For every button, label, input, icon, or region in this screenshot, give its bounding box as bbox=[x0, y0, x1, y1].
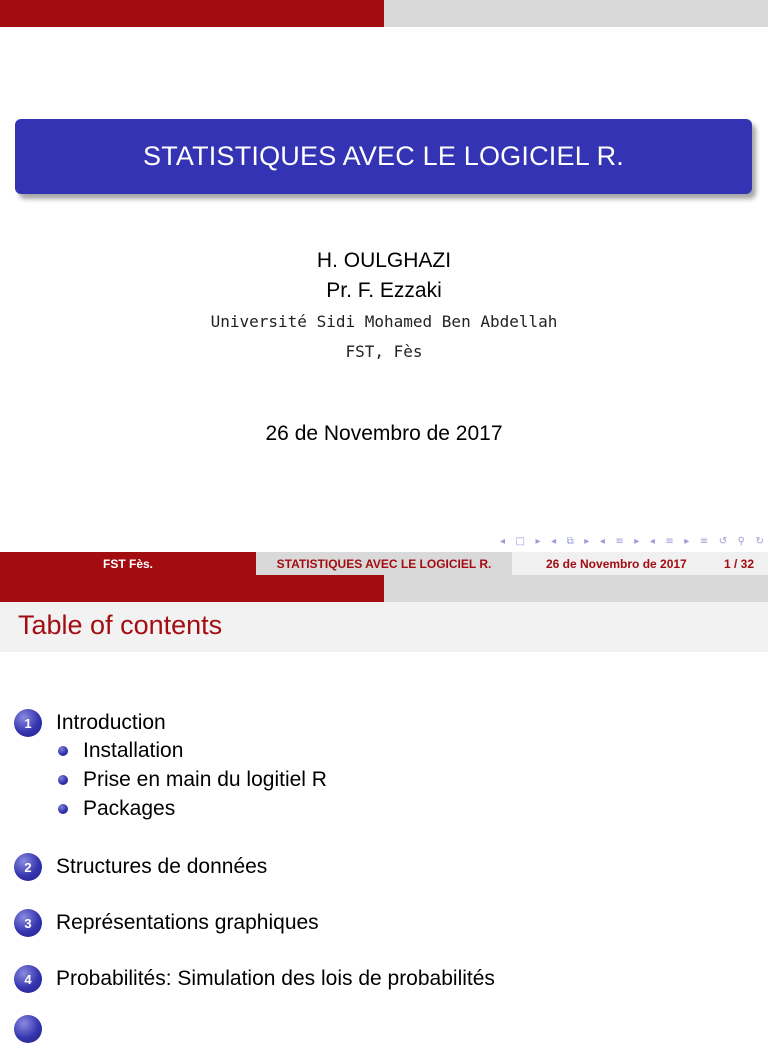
nav-next-slide-icon[interactable]: ▸ bbox=[535, 535, 541, 547]
toc-section-5-partial bbox=[14, 1015, 56, 1043]
toc-slide bbox=[0, 575, 768, 1024]
frame-title: Table of contents bbox=[18, 610, 223, 640]
bullet-icon bbox=[58, 746, 68, 756]
top-progress-bar bbox=[0, 0, 768, 27]
nav-next-subsection-icon[interactable]: ▸ bbox=[634, 535, 640, 547]
nav-section-icon[interactable]: ≡ bbox=[665, 535, 674, 547]
author-name: Pr. F. Ezzaki bbox=[326, 279, 442, 302]
section-number-badge: 4 bbox=[14, 965, 42, 993]
top-progress-bar bbox=[0, 575, 768, 602]
footer-date-page bbox=[512, 552, 768, 575]
presentation-title-box bbox=[15, 119, 752, 194]
footer-date: 26 de Novembro de 2017 bbox=[546, 556, 687, 571]
section-number-badge: 1 bbox=[14, 709, 42, 737]
nav-next-frame-icon[interactable]: ▸ bbox=[584, 535, 590, 547]
toc-section-title: Probabilités: Simulation des lois de probabilités bbox=[56, 967, 495, 990]
beamer-navigation-symbols[interactable] bbox=[500, 534, 764, 548]
toc-section-1[interactable] bbox=[14, 709, 166, 737]
section-number-badge bbox=[14, 1015, 42, 1043]
institute-name: Université Sidi Mohamed Ben Abdellah bbox=[210, 312, 558, 331]
nav-document-icon[interactable]: ≡ bbox=[699, 535, 709, 547]
progress-bar-empty bbox=[384, 0, 768, 27]
toc-section-title: Introduction bbox=[56, 711, 166, 734]
author-name: H. OULGHAZI bbox=[316, 249, 452, 272]
nav-prev-frame-icon[interactable]: ◂ bbox=[551, 535, 557, 547]
bullet-icon bbox=[58, 804, 68, 814]
presentation-date: 26 de Novembro de 2017 bbox=[265, 422, 503, 445]
nav-next-section-icon[interactable]: ▸ bbox=[684, 535, 690, 547]
nav-prev-section-icon[interactable]: ◂ bbox=[649, 535, 655, 547]
nav-subsection-icon[interactable]: ≡ bbox=[615, 535, 624, 547]
nav-forward-icon[interactable]: ↻ bbox=[755, 535, 764, 547]
toc-section-title: Représentations graphiques bbox=[56, 911, 319, 934]
toc-section-2[interactable] bbox=[14, 853, 267, 881]
toc-subsection-title: Installation bbox=[83, 739, 184, 762]
toc-subsection-1-3[interactable] bbox=[58, 797, 175, 821]
institute-block bbox=[0, 307, 768, 367]
slide-footer bbox=[0, 552, 768, 575]
bullet-icon bbox=[58, 775, 68, 785]
footer-title: STATISTIQUES AVEC LE LOGICIEL R. bbox=[256, 552, 512, 575]
footer-page-number: 1 / 32 bbox=[723, 556, 754, 571]
toc-subsection-1-2[interactable] bbox=[58, 768, 327, 792]
toc-section-title: Structures de données bbox=[56, 855, 268, 878]
nav-prev-subsection-icon[interactable]: ◂ bbox=[599, 535, 605, 547]
nav-prev-slide-icon[interactable]: ◂ bbox=[500, 535, 506, 547]
nav-frame-icon[interactable]: ⧉ bbox=[566, 535, 574, 547]
institute-location: FST, Fès bbox=[345, 342, 423, 361]
nav-back-icon[interactable]: ↺ bbox=[718, 535, 728, 547]
authors-block bbox=[0, 246, 768, 306]
nav-slide-icon[interactable]: □ bbox=[515, 535, 525, 547]
toc-subsection-title: Packages bbox=[83, 797, 176, 820]
progress-bar-filled bbox=[0, 575, 384, 602]
toc-section-4[interactable] bbox=[14, 965, 495, 993]
presentation-title: STATISTIQUES AVEC LE LOGICIEL R. bbox=[142, 141, 625, 171]
toc-section-3[interactable] bbox=[14, 909, 319, 937]
footer-institute: FST Fès. bbox=[0, 552, 256, 575]
progress-bar-empty bbox=[384, 575, 768, 602]
progress-bar-filled bbox=[0, 0, 384, 27]
toc-subsection-title: Prise en main du logitiel R bbox=[83, 768, 327, 791]
nav-search-icon[interactable]: ⚲ bbox=[737, 535, 745, 547]
frame-title-bar bbox=[0, 602, 768, 652]
section-number-badge: 2 bbox=[14, 853, 42, 881]
section-number-badge: 3 bbox=[14, 909, 42, 937]
toc-subsection-1-1[interactable] bbox=[58, 739, 183, 763]
